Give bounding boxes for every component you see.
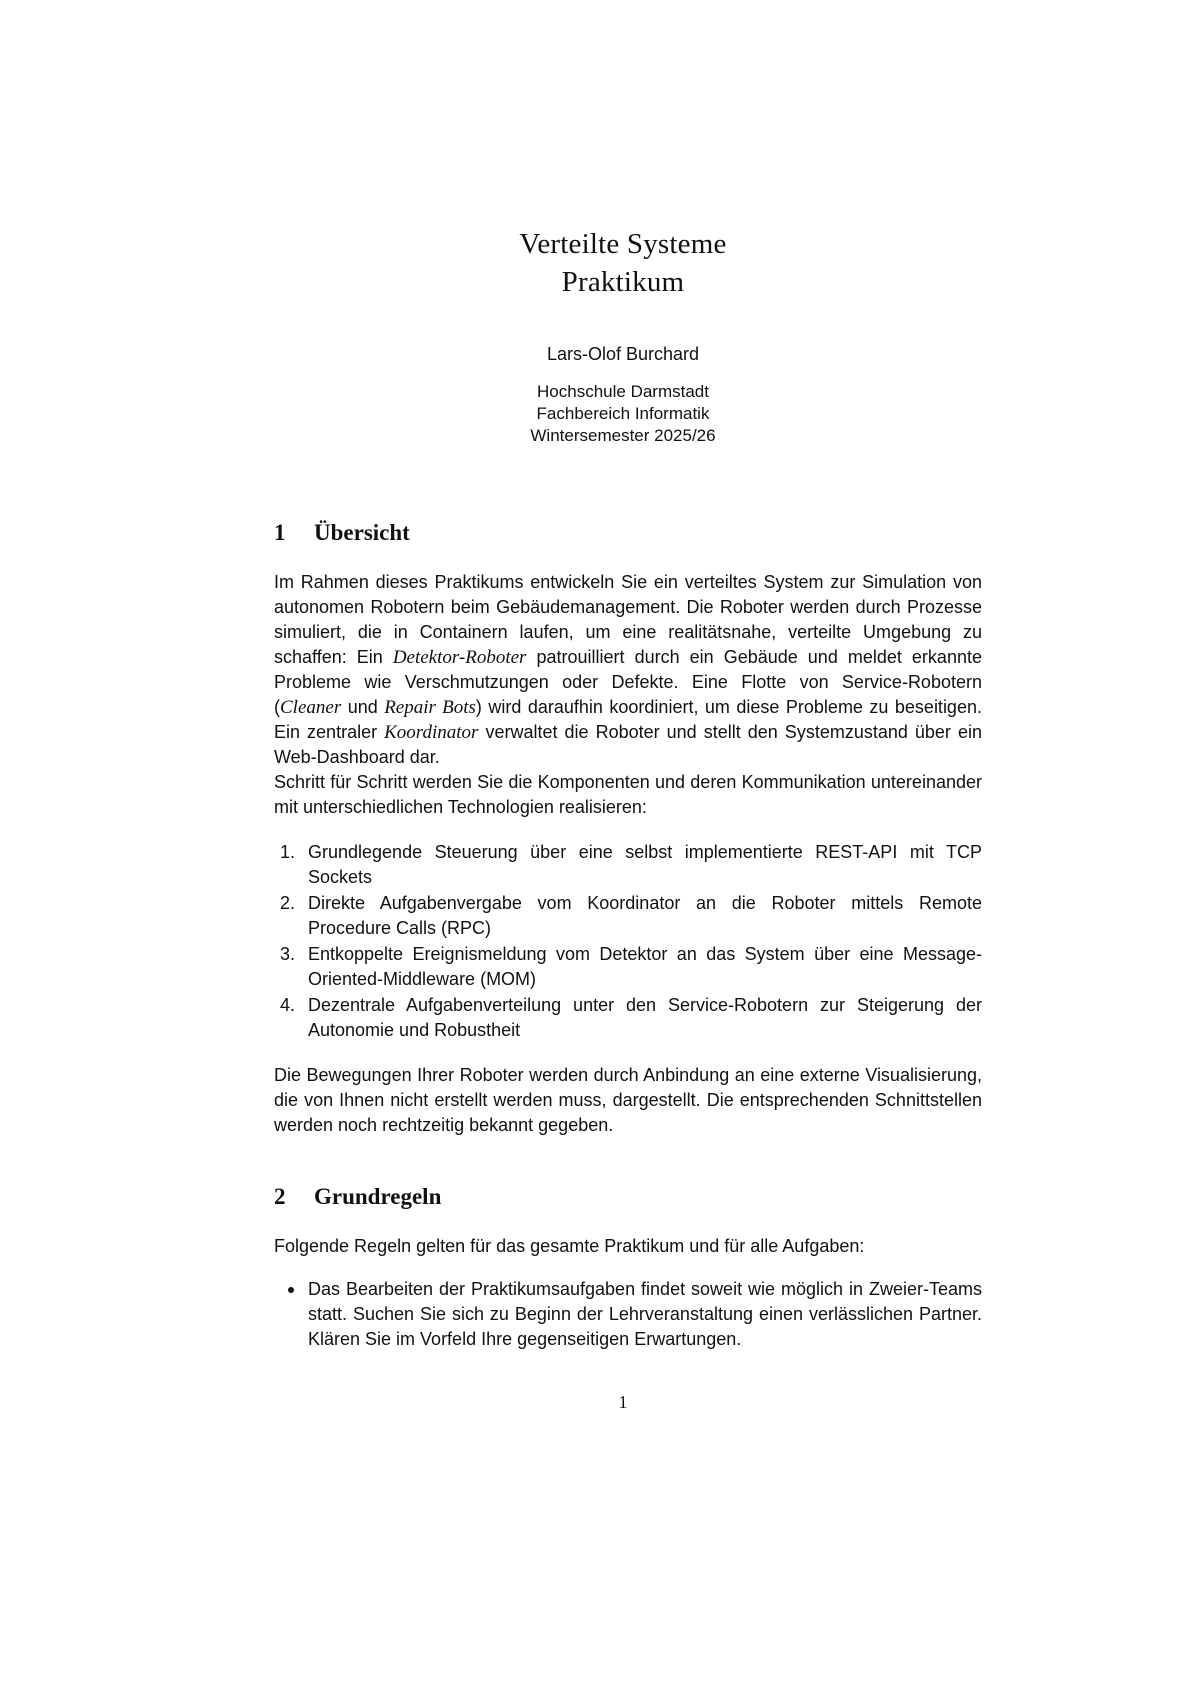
text-run: patrouilliert durch ein Gebäude und meldet erkannte Probleme wie Verschmutzungen oder Defekte. Eine Flotte von Service-Robotern (: [274, 647, 982, 717]
main-content: [274, 518, 982, 1352]
visualization-paragraph: Die Bewegungen Ihrer Roboter werden durch Anbindung an eine externe Visualisierung, die von Ihnen nicht erstellt werden muss, dargestellt. Die entsprechenden Schnittstellen werden noch rechtzeitig bekannt gegeben.: [274, 1065, 982, 1135]
section-spacer: [274, 1138, 982, 1182]
text-run: Im Rahmen dieses Praktikums entwickeln Sie ein verteiltes System zur Simulation von autonomen Robotern beim Gebäudemanagement. Die Roboter werden durch Prozesse simuliert, die in Containern laufen, um eine realitätsnahe, verteilte Umgebung zu schaffen: Ein: [274, 572, 982, 667]
text-run: verwaltet die Roboter und stellt den Systemzustand über ein Web-Dashboard dar.: [274, 722, 982, 767]
title-line-2: Praktikum: [561, 266, 685, 298]
list-item-text: Dezentrale Aufgabenverteilung unter den Service-Robotern zur Steigerung der Autonomie und Robustheit: [308, 995, 982, 1040]
list-item: [274, 1277, 982, 1352]
section-heading-1: [274, 518, 982, 548]
bullet-icon: [288, 1287, 294, 1293]
term-repair-bots: Repair Bots: [384, 697, 476, 718]
term-cleaner: Cleaner: [280, 697, 342, 718]
section-title: Übersicht: [314, 520, 410, 545]
affiliation-department: Fachbereich Informatik: [536, 404, 710, 423]
affiliation: [0, 381, 1200, 447]
list-item: [274, 840, 982, 890]
rules-intro-paragraph: Folgende Regeln gelten für das gesamte Praktikum und für alle Aufgaben:: [274, 1236, 865, 1256]
title-block: [0, 225, 1200, 447]
steps-intro-paragraph: Schritt für Schritt werden Sie die Komponenten und deren Kommunikation untereinander mit unterschiedlichen Technologien realisieren:: [274, 772, 982, 817]
section-number: 2: [274, 1184, 286, 1209]
list-item: [274, 891, 982, 941]
page-number: 1: [618, 1392, 628, 1412]
text-run: und: [341, 697, 385, 717]
term-coordinator: Koordinator: [384, 722, 479, 743]
list-item-text: Entkoppelte Ereignismeldung vom Detektor an das System über eine Message-Oriented-Middleware (MOM): [308, 944, 982, 989]
list-marker: 4.: [280, 995, 296, 1015]
text-run: ) wird daraufhin koordiniert, um diese Probleme zu beseitigen. Ein zentraler: [274, 697, 982, 742]
overview-paragraph: [274, 570, 982, 770]
rules-list: [274, 1277, 982, 1352]
list-item-text: Das Bearbeiten der Praktikumsaufgaben findet soweit wie möglich in Zweier-Teams statt. Suchen Sie sich zu Beginn der Lehrveranstaltung einen verlässlichen Partner. Klären Sie im Vorfeld Ihre gegenseitigen Erwartungen.: [308, 1279, 982, 1349]
list-item: [274, 993, 982, 1043]
author-name: Lars-Olof Burchard: [546, 344, 700, 364]
list-item: [274, 942, 982, 992]
section-title: Grundregeln: [314, 1184, 442, 1209]
affiliation-university: Hochschule Darmstadt: [537, 382, 709, 401]
title-line-1: Verteilte Systeme: [519, 228, 727, 260]
list-marker: 3.: [280, 944, 296, 964]
section-heading-2: [274, 1182, 982, 1212]
list-item-text: Grundlegende Steuerung über eine selbst implementierte REST-API mit TCP Sockets: [308, 842, 982, 887]
list-item-text: Direkte Aufgabenvergabe vom Koordinator an die Roboter mittels Remote Procedure Calls (RPC): [308, 893, 982, 938]
list-marker: 1.: [280, 842, 296, 862]
steps-list: [274, 840, 982, 1043]
list-marker: 2.: [280, 893, 296, 913]
affiliation-semester: Wintersemester 2025/26: [530, 426, 716, 445]
term-detector-robot: Detektor-Roboter: [392, 647, 527, 668]
section-number: 1: [274, 520, 286, 545]
